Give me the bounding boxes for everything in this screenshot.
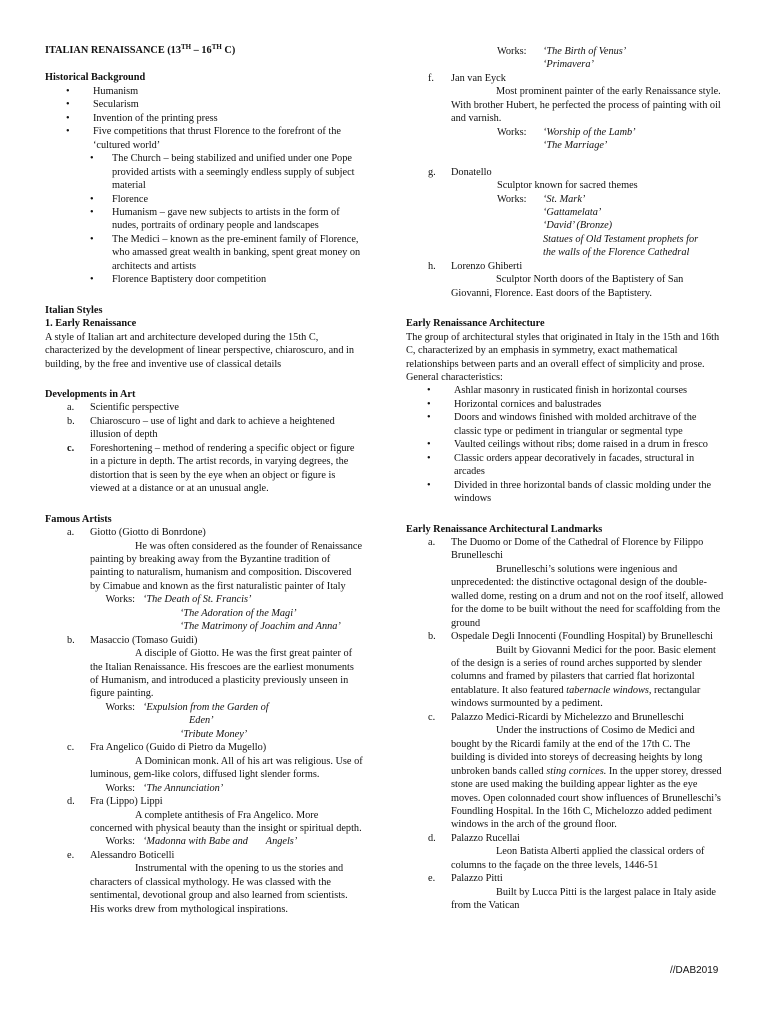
title-text: – 16 bbox=[191, 45, 212, 56]
list-marker: d. bbox=[428, 832, 436, 844]
landmark-description bbox=[406, 644, 724, 711]
section-heading-artists: Famous Artists bbox=[45, 513, 112, 525]
bullet-item: • Secularism bbox=[45, 98, 363, 111]
landmark-name-text: Palazzo Rucellai bbox=[451, 832, 520, 844]
list-item bbox=[45, 415, 363, 442]
list-marker: b. bbox=[428, 631, 436, 643]
works-label: Works: bbox=[497, 193, 527, 205]
bullet-item: • Humanism bbox=[45, 85, 363, 98]
list-marker: b. bbox=[67, 415, 75, 427]
artist-name bbox=[45, 849, 363, 862]
work-title: ‘Primavera’ bbox=[543, 59, 594, 71]
work-title: ‘The Death of St. Francis’ bbox=[143, 594, 252, 606]
list-marker: e. bbox=[67, 849, 75, 861]
title-text: C) bbox=[221, 45, 236, 56]
description-text: In the upper storey, dressed stone are used making the building appear lighter as the eye moves. Open colonnaded court show influences of Brunelleschi’s Foundling Hospital. In the 16th C, Michelozzo added pediment windows in the arch of the ground floor. bbox=[451, 765, 722, 831]
landmark-name-text: Ospedale Degli Innocenti (Foundling Hospital) by Brunelleschi bbox=[451, 631, 713, 643]
artist-description: He was often considered as the founder of Renaissance painting by breaking away from the Byzantine tradition of painting to naturalism, humanism and composition. Discovered by Cimabue and known as the first naturalistic painter of Italy bbox=[90, 540, 363, 592]
description-text: Under the instructions of Cosimo de Medici and bought by the Ricardi family at the end of the 17th C. The building is divided into storeys of decreasing heights by long unbroken bands called bbox=[451, 725, 703, 777]
artist-name bbox=[406, 166, 724, 179]
artist-name-text: Masaccio (Tomaso Guidi) bbox=[90, 634, 198, 646]
artist-name-text: Jan van Eyck bbox=[451, 72, 506, 84]
section-heading-historical: Historical Background bbox=[45, 72, 146, 84]
bullet-item: • Doors and windows finished with molded architrave of the classic type or pediment in triangular or segmental type bbox=[406, 411, 724, 438]
works-label: Works: bbox=[105, 836, 135, 848]
left-column bbox=[45, 44, 363, 916]
bullet-item: • Ashlar masonry in rusticated finish in horizontal courses bbox=[406, 384, 724, 397]
work-title: ‘Worship of the Lamb’ bbox=[543, 126, 636, 138]
artist-description: Instrumental with the opening to us the stories and characters of classical mythology. He was classed with the sentimental, devotional group and also learned from scientists. His works drew from mythological inspirations. bbox=[90, 863, 348, 915]
work-title: ‘The Adoration of the Magi’ bbox=[180, 607, 297, 619]
list-marker: h. bbox=[428, 260, 436, 272]
work-title: ‘The Matrimony of Joachim and Anna’ bbox=[180, 621, 341, 633]
landmark-name bbox=[406, 536, 724, 563]
landmark-name-text: Palazzo Medici-Ricardi by Michelezzo and Brunelleschi bbox=[451, 711, 685, 723]
work-title: the walls of the Florence Cathedral bbox=[543, 247, 690, 259]
landmark-name bbox=[406, 711, 724, 724]
document-title bbox=[45, 44, 363, 57]
paragraph: The group of architectural styles that originated in Italy in the 15th and 16th C, characterized by an emphasis in symmetry, exact mathematical relationships between parts and an overall effect of simplicity and prose. bbox=[406, 331, 720, 370]
landmark-description: Built by Lucca Pitti is the largest palace in Italy aside from the Vatican bbox=[451, 886, 716, 912]
works-line bbox=[406, 193, 724, 206]
list-item-text: Foreshortening – method of rendering a specific object or figure in a picture in depth. The artist records, in varying degrees, the distortion that is seen by the eye when an object or figure is viewed at a distance or at an unusual angle. bbox=[90, 442, 355, 495]
work-title: ‘The Marriage’ bbox=[543, 140, 608, 152]
works-label: Works: bbox=[497, 46, 527, 57]
list-marker: e. bbox=[428, 873, 436, 885]
list-marker: f. bbox=[428, 72, 435, 84]
landmark-description bbox=[406, 724, 724, 832]
work-title: Statues of Old Testament prophets for bbox=[543, 233, 699, 245]
right-column bbox=[406, 45, 724, 913]
artist-name bbox=[45, 795, 363, 808]
description-italic: tabernacle windows, bbox=[566, 684, 652, 696]
sub-bullet-item: • Florence Baptistery door competition bbox=[45, 273, 363, 286]
section-heading-architecture: Early Renaissance Architecture bbox=[406, 318, 545, 330]
title-text: ITALIAN RENAISSANCE (13 bbox=[45, 45, 181, 56]
landmark-description: Leon Batista Alberti applied the classical orders of columns to the façade on the three levels, 1446-51 bbox=[451, 846, 705, 871]
artist-name bbox=[45, 526, 363, 539]
artist-name-text: Giotto (Giotto di Bonrdone) bbox=[90, 527, 206, 539]
work-title: ‘The Annunciation’ bbox=[143, 782, 224, 794]
works-label: Works: bbox=[497, 126, 527, 138]
landmark-name bbox=[406, 630, 724, 643]
paragraph: A style of Italian art and architecture developed during the 15th C, characterized by the development of linear perspective, chiaroscuro, and in building, by the free and inventive use of classical details bbox=[45, 331, 355, 370]
bullet-item: • Invention of the printing press bbox=[45, 112, 363, 125]
artist-name-text: Lorenzo Ghiberti bbox=[451, 260, 523, 272]
description-text: Built by Giovanni Medici for the poor. Basic element of the design is a series of round arches supported by slender columns and framed by pilasters that carried flat horizontal entablature. It also featured bbox=[451, 644, 716, 696]
sub-bullet-item: • The Medici – known as the pre-eminent family of Florence, who amassed great wealth in banking, spent great money on architects and artists bbox=[45, 233, 363, 273]
landmark-name-text: The Duomo or Dome of the Cathedral of Florence by Filippo Brunelleschi bbox=[451, 536, 704, 562]
works-label: Works: bbox=[105, 701, 135, 713]
work-title: ‘St. Mark’ bbox=[543, 193, 586, 205]
bullet-item: • Five competitions that thrust Florence to the forefront of the ‘cultured world’ bbox=[45, 125, 363, 152]
artist-name-text: Alessandro Boticelli bbox=[90, 849, 175, 861]
bullet-item: • Divided in three horizontal bands of classic molding under the windows bbox=[406, 479, 724, 506]
subsection-heading: 1. Early Renaissance bbox=[45, 318, 137, 330]
artist-name-text: Fra (Lippo) Lippi bbox=[90, 796, 163, 808]
list-marker: c. bbox=[67, 742, 75, 754]
artist-description: Most prominent painter of the early Renaissance style. With brother Hubert, he perfected the process of painting with oil and varnish. bbox=[451, 86, 721, 125]
works-line bbox=[45, 593, 363, 606]
bullet-item: • Classic orders appear decoratively in facades, structural in arcades bbox=[406, 452, 724, 479]
section-heading-styles: Italian Styles bbox=[45, 304, 103, 316]
work-title: ‘Tribute Money’ bbox=[180, 728, 248, 740]
artist-description: Sculptor known for sacred themes bbox=[497, 180, 638, 192]
works-label: Works: bbox=[105, 782, 135, 794]
work-title: Eden’ bbox=[189, 715, 214, 727]
sub-bullet-item: • Humanism – gave new subjects to artists in the form of nudes, portraits of ordinary people and landscapes bbox=[45, 206, 363, 233]
landmark-description: Brunelleschi’s solutions were ingenious and unprecedented: the distinctive octagonal design of the double-walled dome, resting on a drum and not on the roof itself, allowed for the dome to be built without the need for scaffolding from the ground bbox=[451, 563, 724, 629]
artist-name-text: Donatello bbox=[451, 166, 492, 178]
list-marker: c. bbox=[428, 711, 436, 723]
paragraph: General characteristics: bbox=[406, 371, 503, 383]
works-line bbox=[45, 782, 363, 795]
list-marker: a. bbox=[67, 402, 75, 414]
list-marker: d. bbox=[67, 796, 75, 808]
section-heading-developments: Developments in Art bbox=[45, 388, 136, 400]
works-line bbox=[406, 45, 724, 58]
landmark-name bbox=[406, 872, 724, 885]
list-item bbox=[45, 401, 363, 414]
sub-bullet-item: • The Church – being stabilized and unified under one Pope provided artists with a seemingly endless supply of subject material bbox=[45, 152, 363, 192]
list-item bbox=[45, 442, 363, 496]
description-text: rectangular windows surmounted by a pediment. bbox=[451, 684, 701, 710]
title-sup: TH bbox=[211, 43, 222, 51]
work-title: ‘Expulsion from the Garden of bbox=[143, 701, 269, 713]
works-line bbox=[45, 701, 363, 714]
description-italic: sting cornices. bbox=[546, 765, 607, 777]
footer-signature: //DAB2019 bbox=[670, 965, 719, 976]
works-line bbox=[45, 835, 363, 848]
list-marker: a. bbox=[428, 536, 436, 548]
list-marker: b. bbox=[67, 634, 75, 646]
landmark-name-text: Palazzo Pitti bbox=[451, 873, 503, 885]
bullet-item: • Vaulted ceilings without ribs; dome raised in a drum in fresco bbox=[406, 438, 724, 451]
artist-name bbox=[45, 741, 363, 754]
title-sup: TH bbox=[180, 43, 192, 51]
list-marker: c. bbox=[67, 442, 75, 454]
list-item-text: Scientific perspective bbox=[90, 402, 179, 414]
artist-description: Sculptor North doors of the Baptistery of San Giovanni, Florence. East doors of the Baptistery. bbox=[451, 274, 684, 299]
artist-description: A complete antithesis of Fra Angelico. More concerned with physical beauty than the insight or spiritual depth. bbox=[90, 809, 362, 835]
artist-name bbox=[45, 634, 363, 647]
works-line bbox=[406, 126, 724, 139]
works-label: Works: bbox=[105, 594, 135, 606]
artist-description: A Dominican monk. All of his art was religious. Use of luminous, gem-like colors, diffused light slender forms. bbox=[90, 755, 363, 781]
artist-name bbox=[406, 72, 724, 85]
list-item-text: Chiaroscuro – use of light and dark to achieve a heightened illusion of depth bbox=[90, 415, 335, 441]
list-marker: a. bbox=[67, 527, 75, 539]
sub-bullet-item: • Florence bbox=[45, 193, 363, 206]
artist-name-text: Fra Angelico (Guido di Pietro da Mugello) bbox=[90, 742, 267, 754]
work-title: ‘Madonna with Babe and Angels’ bbox=[143, 836, 298, 848]
work-title: ‘Gattamelata’ bbox=[543, 206, 602, 218]
landmark-name bbox=[406, 832, 724, 845]
artist-description: A disciple of Giotto. He was the first great painter of the Italian Renaissance. His frescoes are the earliest monuments of Humanism, and introduced a plasticity previously unseen in figure painting. bbox=[90, 648, 354, 700]
bullet-item: • Horizontal cornices and balustrades bbox=[406, 398, 724, 411]
work-title: ‘The Birth of Venus’ bbox=[543, 46, 627, 57]
artist-name bbox=[406, 260, 724, 273]
work-title: ‘David’ (Bronze) bbox=[543, 220, 613, 232]
section-heading-landmarks: Early Renaissance Architectural Landmarks bbox=[406, 523, 603, 535]
list-marker: g. bbox=[428, 166, 436, 178]
